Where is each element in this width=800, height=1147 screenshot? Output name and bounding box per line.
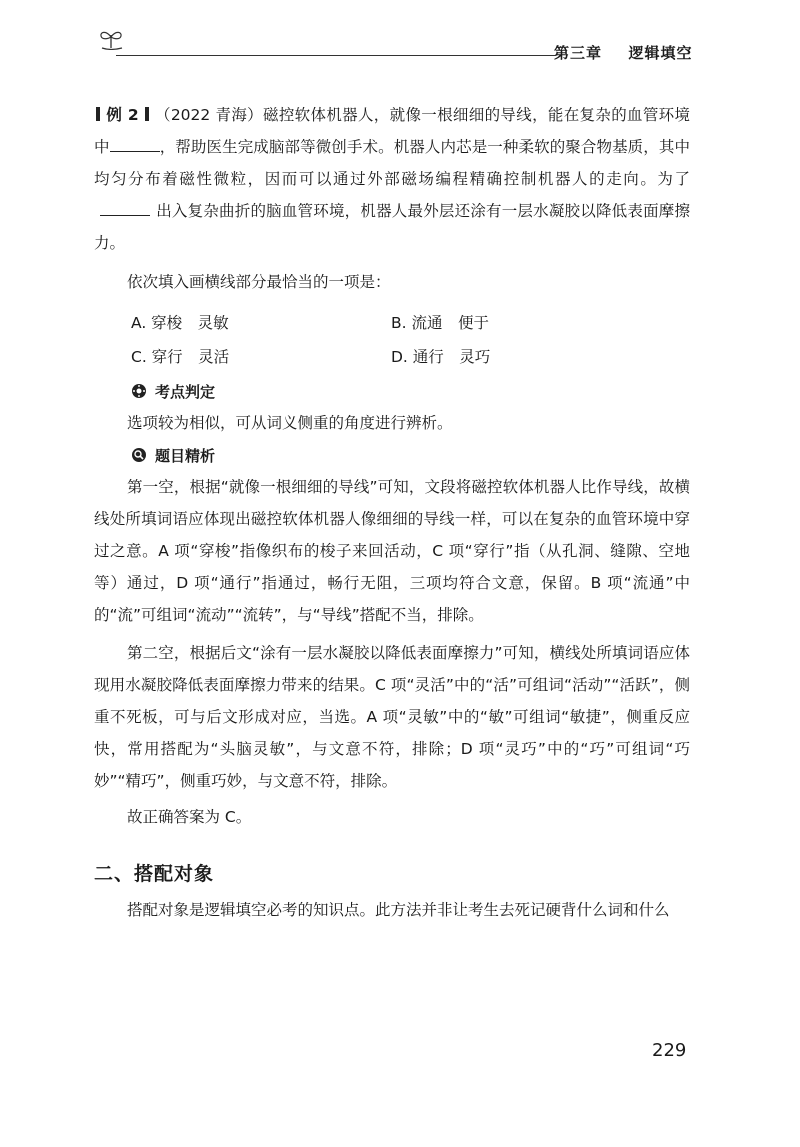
- analysis-heading-2: [94, 439, 690, 471]
- magnifier-icon: [131, 447, 147, 463]
- example-label: 例 2: [106, 106, 139, 124]
- example-text-2: ，帮助医生完成脑部等微创手术。机器人内芯是一种柔软的聚合物基质，其中均匀分布着磁性微粒，因而可以通过外部磁场编程精确控制机器人的走向。为了: [94, 138, 690, 188]
- analysis-heading-2-text: 题目精析: [155, 446, 216, 465]
- bar-mark-icon: [145, 107, 149, 121]
- option-d: D. 通行 灵巧: [391, 348, 491, 366]
- section-intro: 搭配对象是逻辑填空必考的知识点。此方法并非让考生去死记硬背什么词和什么: [127, 901, 670, 919]
- options-list: [94, 305, 690, 373]
- example-stem: [94, 99, 690, 259]
- section-title: 二、搭配对象: [94, 863, 215, 885]
- chapter-number: 第三章: [554, 44, 603, 62]
- bar-mark-icon: [96, 107, 100, 121]
- question-prompt: 依次填入画横线部分最恰当的一项是：: [127, 273, 391, 291]
- gear-icon: [131, 383, 147, 399]
- example-text-3: 出入复杂曲折的脑血管环境，机器人最外层还涂有一层水凝胶以降低表面摩擦力。: [94, 202, 690, 252]
- chapter-name: 逻辑填空: [628, 44, 693, 62]
- answer-line: 故正确答案为 C。: [127, 808, 252, 826]
- analysis-heading-1-text: 考点判定: [155, 382, 216, 401]
- option-c: C. 穿行 灵活: [131, 348, 230, 366]
- page-number: 229: [652, 1040, 687, 1061]
- page-header: [98, 28, 698, 68]
- option-b: B. 流通 便于: [391, 314, 489, 332]
- page-content: [94, 99, 690, 926]
- analysis-body-1: 选项较为相似，可从词义侧重的角度进行辨析。: [127, 414, 453, 432]
- chapter-title: [554, 42, 693, 63]
- header-rule: [116, 55, 556, 56]
- blank-line-2: [100, 201, 150, 216]
- sprout-icon: [98, 28, 124, 50]
- option-row: [131, 339, 690, 373]
- example-source: （2022 青海）: [154, 106, 264, 124]
- example-text-1: 磁控软体机器人，就像一根细细的导线，能在复杂的血管环境中: [94, 106, 691, 156]
- analysis-paragraph-2: 第二空，根据后文“涂有一层水凝胶以降低表面摩擦力”可知，横线处所填词语应体现用水凝胶降低表面摩擦力带来的结果。C 项“灵活”中的“活”可组词“活动”“活跃”，侧重不死板，可与后文形成对应，当选。A 项“灵敏”中的“敏”可组词“敏捷”，侧重反应快，常用搭配为“头脑灵敏”，与文意不符，排除；D 项“灵巧”中的“巧”可组词“巧妙”“精巧”，侧重巧妙，与文意不符，排除。: [94, 644, 690, 790]
- option-row: [131, 305, 690, 339]
- option-a: A. 穿梭 灵敏: [131, 314, 229, 332]
- blank-line-1: [110, 137, 160, 152]
- analysis-heading-1: [94, 375, 690, 407]
- analysis-paragraph-1: 第一空，根据“就像一根细细的导线”可知，文段将磁控软体机器人比作导线，故横线处所填词语应体现出磁控软体机器人像细细的导线一样，可以在复杂的血管环境中穿过之意。A 项“穿梭”指像织布的梭子来回活动，C 项“穿行”指（从孔洞、缝隙、空地等）通过，D 项“通行”指通过，畅行无阻，三项均符合文意，保留。B 项“流通”中的“流”可组词“流动”“流转”，与“导线”搭配不当，排除。: [94, 478, 690, 624]
